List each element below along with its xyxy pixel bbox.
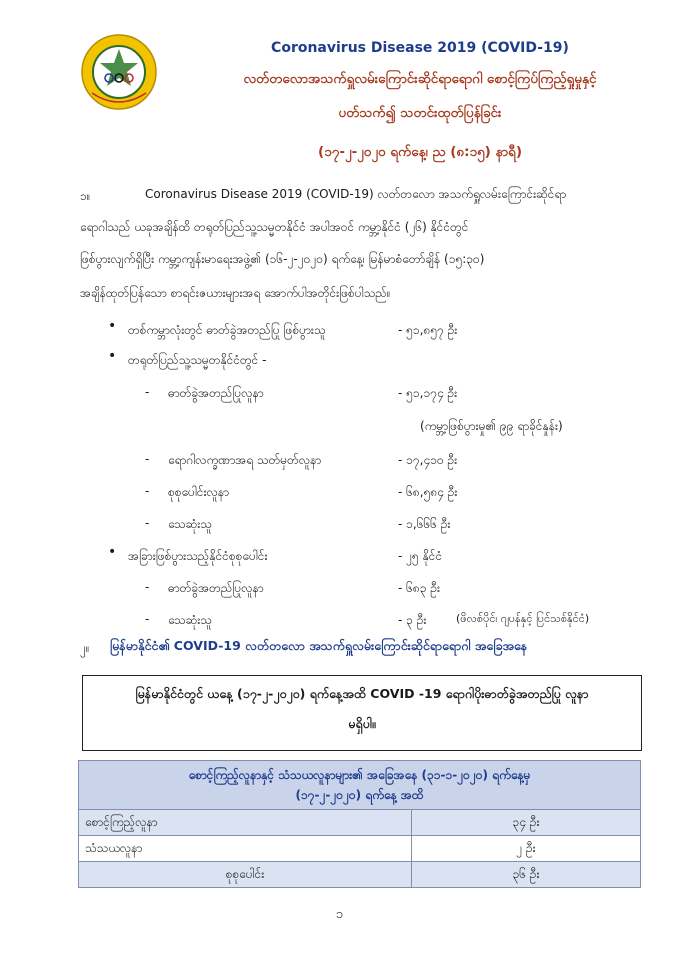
item-china-clinical-label: ရောဂါလက္ခဏာအရ သတ်မှတ်လူနာ xyxy=(168,453,322,467)
table-header-line1: စောင့်ကြည့်လူနာနှင့် သံသယလူနာများ၏ အခြေအနေ (၃၁-၁-၂၀၂၀) ရက်နေ့မှ xyxy=(188,768,531,782)
section2-number: ၂။ xyxy=(80,641,90,655)
item-other-confirmed-label: ဓာတ်ခွဲအတည်ပြုလူနာ xyxy=(168,581,264,595)
title-myanmar-line1: လတ်တလောအသက်ရှူလမ်းကြောင်းဆိုင်ရာရောဂါ စောင့်ကြပ်ကြည့်ရှုမှုနှင့် xyxy=(243,71,597,87)
bullet-icon: • xyxy=(108,544,117,560)
item-china-confirmed-value: - ၅၁,၁၇၄ ဦး xyxy=(398,386,458,400)
item-china-percent: (ကမ္ဘာ့ဖြစ်ပွားမှု၏ ၉၉ ရာခိုင်နှုန်း) xyxy=(420,419,563,433)
table-header-line2: (၁၇-၂-၂၀၂၀) ရက်နေ့ အထိ xyxy=(295,788,424,802)
item-global-label: တစ်ကမ္ဘာလုံးတွင် ဓာတ်ခွဲအတည်ပြု ဖြစ်ပွားသူ xyxy=(128,323,326,337)
item-china-total-label: စုစုပေါင်းလူနာ xyxy=(168,485,230,499)
row-label: စုစုပေါင်း xyxy=(79,862,412,888)
dash-icon: - xyxy=(145,612,150,626)
table-row xyxy=(79,810,641,836)
table-row xyxy=(79,836,641,862)
item-other-confirmed-value: - ၆၈၃ ဦး xyxy=(398,581,441,595)
item-china-clinical-value: - ၁၇,၄၁၀ ဦး xyxy=(398,453,458,467)
title-english: Coronavirus Disease 2019 (COVID-19) xyxy=(271,40,569,56)
dash-icon: - xyxy=(145,516,150,530)
item-china-total-value: - ၆၈,၅၈၄ ဦး xyxy=(398,485,458,499)
item-other-countries-label: အခြားဖြစ်ပွားသည့်နိုင်ငံစုစုပေါင်း xyxy=(128,549,268,563)
section2-title: မြန်မာနိုင်ငံ၏ COVID-19 လတ်တလော အသက်ရှူလမ်းကြောင်းဆိုင်ရာရောဂါ အခြေအနေ xyxy=(110,638,528,653)
release-date: (၁၇-၂-၂၀၂၀ ရက်နေ့၊ ည (၈:၁၅) နာရီ) xyxy=(317,144,522,160)
dash-icon: - xyxy=(145,580,150,594)
row-value: ၃၆ ဦး xyxy=(412,862,641,888)
section1-line2: ရောဂါသည် ယခုအချိန်ထိ တရုတ်ပြည်သူ့သမ္မတနိုင်ငံ အပါအဝင် ကမ္ဘာ့နိုင်ငံ (၂၆) နိုင်ငံတွင် xyxy=(80,220,469,234)
ministry-logo xyxy=(80,33,158,111)
patients-table xyxy=(78,760,641,888)
table-row xyxy=(79,862,641,888)
item-other-countries-value: - ၂၅ နိုင်ငံ xyxy=(398,549,443,563)
page-number: ၁ xyxy=(335,907,344,922)
item-global-value: - ၅၁,၈၅၇ ဦး xyxy=(398,323,458,337)
notice-box xyxy=(82,675,642,751)
title-myanmar-line2: ပတ်သက်၍ သတင်းထုတ်ပြန်ခြင်း xyxy=(338,105,502,121)
item-china-deaths-value: - ၁,၆၆၆ ဦး xyxy=(398,517,451,531)
bullet-icon: • xyxy=(108,348,117,364)
row-value: ၂ ဦး xyxy=(412,836,641,862)
item-china-label: တရုတ်ပြည်သူ့သမ္မတနိုင်ငံတွင် - xyxy=(128,353,267,367)
item-other-deaths-label: သေဆုံးသူ xyxy=(168,613,212,627)
item-other-deaths-value: - ၃ ဦး xyxy=(398,613,427,627)
notice-line2: မရှိပါ။ xyxy=(348,716,376,731)
table-header xyxy=(79,761,641,810)
row-value: ၃၄ ဦး xyxy=(412,810,641,836)
section1-line3: ဖြစ်ပွားလျက်ရှိပြီး ကမ္ဘာ့ကျန်းမာရေးအဖွဲ့၏ (၁၆-၂-၂၀၂၀) ရက်နေ့၊ မြန်မာစံတော်ချိန် (၁၅:၃၀) xyxy=(80,252,485,266)
dash-icon: - xyxy=(145,452,150,466)
notice-line1: မြန်မာနိုင်ငံတွင် ယနေ့ (၁၇-၂-၂၀၂၀) ရက်နေ့အထိ COVID -19 ရောဂါပိုးဓာတ်ခွဲအတည်ပြု လူနာ xyxy=(135,686,589,701)
section1-line1: Coronavirus Disease 2019 (COVID-19) လတ်တလော အသက်ရှူလမ်းကြောင်းဆိုင်ရာ xyxy=(145,187,567,201)
row-label: စောင့်ကြည့်လူနာ xyxy=(79,810,412,836)
dash-icon: - xyxy=(145,484,150,498)
row-label: သံသယလူနာ xyxy=(79,836,412,862)
section1-number: ၁။ xyxy=(80,189,91,203)
item-china-confirmed-label: ဓာတ်ခွဲအတည်ပြုလူနာ xyxy=(168,386,264,400)
item-other-deaths-countries: (ဖိလစ်ပိုင်၊ ဂျပန်နှင့် ပြင်သစ်နိုင်ငံ) xyxy=(456,612,590,625)
section1-line4: အချိန်ထုတ်ပြန်သော စာရင်းဇယားများအရ အောက်ပါအတိုင်းဖြစ်ပါသည်။ xyxy=(80,286,391,300)
item-china-deaths-label: သေဆုံးသူ xyxy=(168,517,212,531)
bullet-icon: • xyxy=(108,318,117,334)
dash-icon: - xyxy=(145,385,150,399)
